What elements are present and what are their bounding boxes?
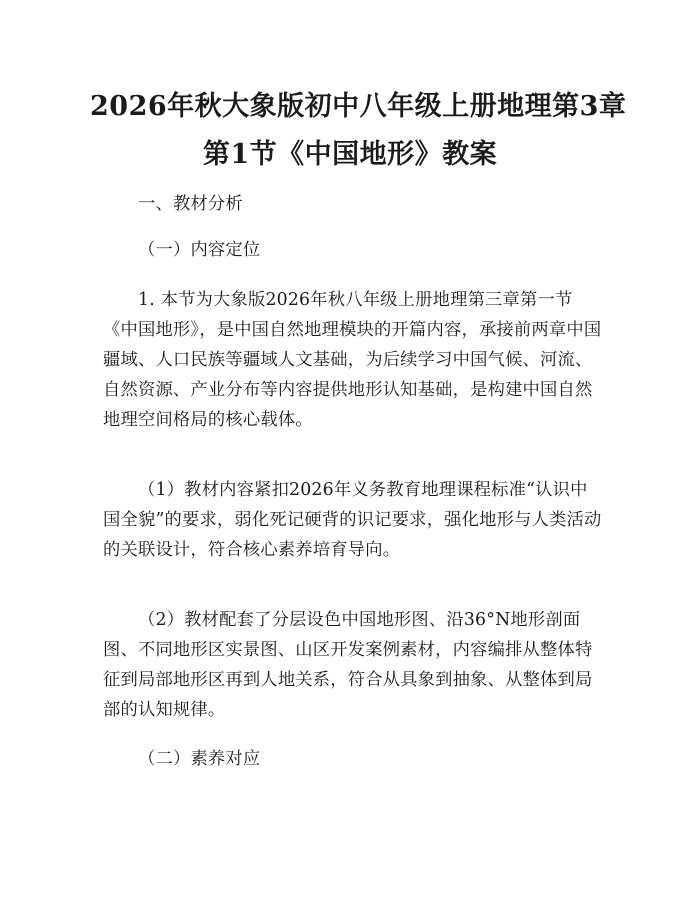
document-title-line-1: 2026年秋大象版初中八年级上册地理第3章 [90,91,627,122]
section-heading-textbook-analysis: 一、教材分析 [138,194,243,214]
paragraph-content-positioning: 1. 本节为大象版2026年秋八年级上册地理第三章第一节《中国地形》，是中国自然地理模块的开篇内容，承接前两章中国疆域、人口民族等疆域人文基础，为后续学习中国气候、河流、自然资源、产业分布等内容提供地形认知基础，是构建中国自然地理空间格局的核心载体。 [103,290,602,430]
document-title-line-2: 第1节《中国地形》教案 [202,139,498,170]
subsection-heading-literacy-correspondence: （二）素养对应 [138,749,261,769]
paragraph-teaching-materials: （2）教材配套了分层设色中国地形图、沿36°N地形剖面图、不同地形区实景图、山区开发案例素材，内容编排从整体特征到局部地形区再到人地关系，符合从具象到抽象、从整体到局部的认知规律。 [103,610,593,720]
paragraph-curriculum-standard: （1）教材内容紧扣2026年义务教育地理课程标准“认识中国全貌”的要求，弱化死记硬背的识记要求，强化地形与人类活动的关联设计，符合核心素养培育导向。 [103,480,602,560]
subsection-heading-content-positioning: （一）内容定位 [138,240,261,260]
